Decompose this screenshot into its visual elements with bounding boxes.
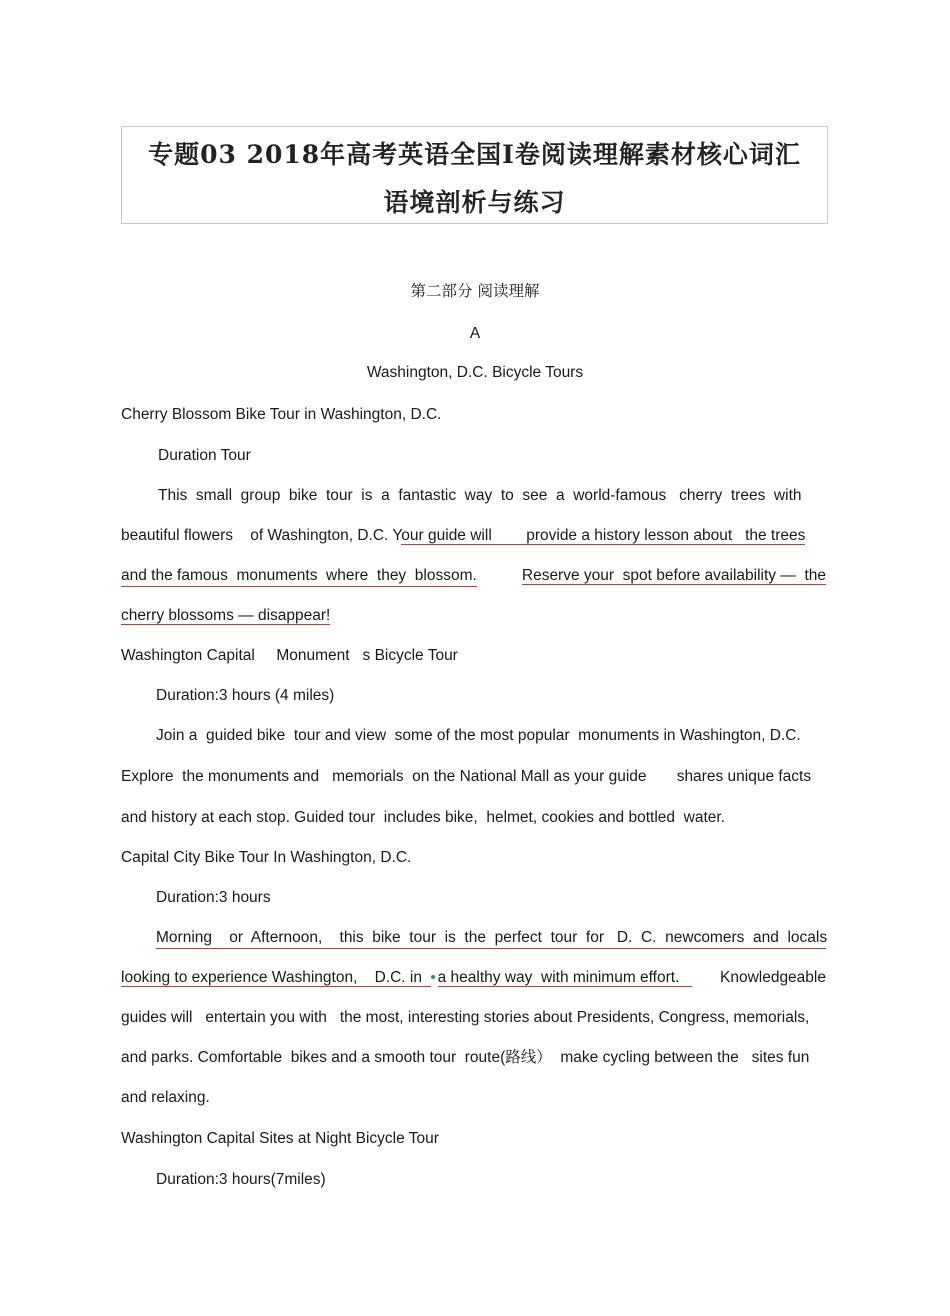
section-heading: 第二部分 阅读理解: [410, 282, 540, 300]
paragraph-line: and parks. Comfortable bikes and a smooth tour route(路线） make cycling between the sites fun: [121, 1049, 810, 1066]
title-line-1: 专题03 2018年高考英语全国I卷阅读理解素材核心词汇: [148, 140, 801, 169]
tour-duration: Duration:3 hours: [156, 889, 271, 906]
paragraph-line: [121, 606, 330, 626]
underlined-span: cherry blossoms — disappear!: [121, 607, 331, 624]
tour-duration: Duration:3 hours(7miles): [156, 1171, 326, 1188]
underlined-span: looking to experience Washington, D.C. in: [121, 969, 422, 986]
paragraph-line: Join a guided bike tour and view some of the most popular monuments in Washington, D.C.: [156, 727, 801, 744]
underlined-span: and the famous monuments where they blossom.: [121, 566, 477, 587]
underlined-span: provide a history lesson about: [526, 527, 733, 544]
text-span: This small group bike tour is a fantastic way to see a world-famous cherry trees with: [158, 487, 802, 504]
green-dot-mark: [431, 975, 435, 979]
tour-name: Washington Capital Monument s Bicycle Tour: [121, 647, 458, 664]
passage-letter: A: [469, 325, 481, 342]
paragraph-line: [158, 486, 826, 506]
paragraph-line: and history at each stop. Guided tour includes bike, helmet, cookies and bottled water.: [121, 809, 725, 826]
tour-duration: Duration:3 hours (4 miles): [156, 687, 335, 704]
text-span: beautiful flowers of Washington, D.C. Y: [121, 527, 402, 544]
underlined-span: our guide will: [401, 527, 492, 544]
tour-duration: Duration Tour: [158, 447, 251, 464]
underlined-span: Reserve your spot before availability: [521, 567, 777, 584]
paragraph-line: Explore the monuments and memorials on the National Mall as your guide shares unique facts: [121, 768, 812, 785]
text-span: Knowledgeable: [719, 969, 826, 986]
paragraph-line: [121, 968, 826, 988]
paragraph-line: [121, 566, 826, 587]
tour-name: Cherry Blossom Bike Tour in Washington, D.C.: [121, 406, 442, 423]
underlined-span: — the: [776, 567, 826, 584]
tour-name: Washington Capital Sites at Night Bicycle Tour: [121, 1130, 439, 1147]
paragraph-line: and relaxing.: [121, 1089, 210, 1106]
paragraph-line: guides will entertain you with the most, interesting stories about Presidents, Congress, memorials,: [121, 1009, 810, 1026]
paragraph-line: [121, 526, 826, 546]
paragraph-line: [156, 928, 826, 949]
underlined-span: Morning or Afternoon, this bike tour is the perfect tour for D. C. newcomers and locals: [156, 928, 826, 949]
tour-name: Capital City Bike Tour In Washington, D.C.: [121, 849, 412, 866]
passage-title: Washington, D.C. Bicycle Tours: [366, 364, 584, 381]
title-line-2: 语境剖析与练习: [383, 188, 566, 217]
underlined-span: a healthy way with minimum effort.: [437, 969, 680, 986]
underlined-span: the trees: [745, 527, 806, 544]
title-box: [121, 126, 828, 224]
